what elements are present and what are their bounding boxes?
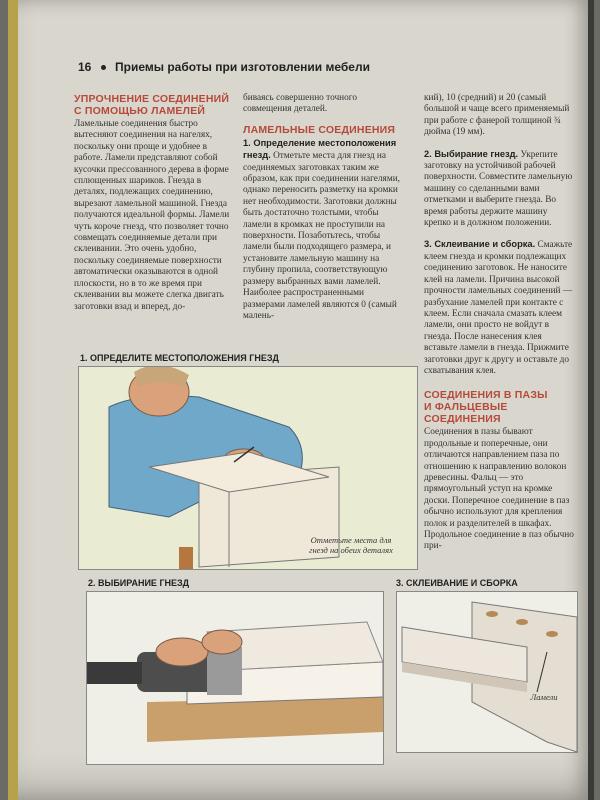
figure3-label: 3. СКЛЕИВАНИЕ И СБОРКА <box>396 578 518 588</box>
page-edge-shadow <box>588 0 594 800</box>
section-title-lamella-joints: ЛАМЕЛЬНЫЕ СОЕДИНЕНИЯ <box>243 123 396 136</box>
paragraph-lamellas: Ламельные соединения быстро вытесняют соединения на нагелях, поскольку они проще и удобнее в работе. Ламели представляют собой кусочки прессованного дерева в форме сплющенных шариков. Гнезда в деталях, подлежащих соединению, вырезают ламельной машиной. Гнезда получаются идеальной формы. Ламели чуть короче гнезд, что позволяет точно совмещать соединяемые детали при склеивании. Это очень удобно, поскольку соединяемые поверхности автоматически оказываются в одной плоскости, но в то же время при склеивании вы можете слегка двигать заготовки взад и вперед, до- <box>74 119 230 312</box>
page-number: 16 <box>78 60 92 74</box>
section-title-lamellas: УПРОЧНЕНИЕ СОЕДИНЕНИЙ С ПОМОЩЬЮ ЛАМЕЛЕЙ <box>74 93 230 117</box>
column-2 <box>243 93 405 328</box>
bullet-icon <box>101 65 106 70</box>
column-1 <box>74 93 234 319</box>
step2-paragraph: 2. Выбирание гнезд. Укрепите заготовку на устойчивой рабочей поверхности. Совместите ламельную машину со сделанными вами отметками и выберите гнезда. Во время работы держите машину крепко и в должном положении. <box>424 148 573 229</box>
column-3 <box>424 93 574 559</box>
running-title: Приемы работы при изготовлении мебели <box>115 60 370 74</box>
paragraph-continued-3: кий), 10 (средний) и 20 (самый большой и чаще всего применяемый при работе с фанерой толщиной ¾ дюйма (19 мм). <box>424 93 570 138</box>
figure2-illustration <box>86 591 384 765</box>
figure1-illustration <box>78 366 418 570</box>
figure3-caption: Ламели <box>530 692 558 702</box>
step1-paragraph: 1. Определение местоположения гнезд. Отметьте места для гнезд на соединяемых заготовках таким же образом, как при соединении нагелями, однако переносить разметку на кромки нет необходимости. Заготовки должны быть достаточно толстыми, чтобы ламели в кромках не проступили на поверхности. Позаботьтесь, чтобы ламели были подходящего размера, и установите ламельную машину на глубину пропила, соответствующую размеру выбранных вами ламелей. Наиболее распространенными размерами ламелей являются 0 (самый малень- <box>243 137 401 321</box>
book-spine <box>8 0 18 800</box>
paragraph-grooves: Соединения в пазы бывают продольные и поперечные, они отличаются направлением паза по отношению к направлению волокон древесины. Фальц — это прямоугольный уступ на кромке доски. Поперечное соединение в паз обычно используют для крепления полок и разделителей в шкафах. Продольное соединение в паз обычно при- <box>424 427 574 552</box>
section-title-grooves: СОЕДИНЕНИЯ В ПАЗЫ И ФАЛЬЦЕВЫЕ СОЕДИНЕНИЯ <box>424 389 548 426</box>
figure2-label: 2. ВЫБИРАНИЕ ГНЕЗД <box>88 578 190 588</box>
figure3-illustration <box>396 591 578 753</box>
figure3-drawing <box>397 592 577 752</box>
paragraph-continued: биваясь совершенно точного совмещения деталей. <box>243 93 358 115</box>
figure1-caption: Отметьте места для гнезд на обеих деталях <box>309 535 393 555</box>
figure1-label: 1. ОПРЕДЕЛИТЕ МЕСТОПОЛОЖЕНИЯ ГНЕЗД <box>80 353 279 363</box>
step3-paragraph: 3. Склеивание и сборка. Смажьте клеем гнезда и кромки подлежащих соединению заготовок. Не наносите клей на ламели. Причина высокой прочности ламельных соединений — разбухание ламелей при контакте с клеем. Если сначала смазать клеем ламели, они просто не войдут в гнезда. После нанесения клея вставьте ламели в гнезда. Прижмите заготовки друг к другу и оставьте до схватывания клея. <box>424 239 573 376</box>
figure2-drawing <box>87 592 383 764</box>
running-header <box>78 60 370 74</box>
